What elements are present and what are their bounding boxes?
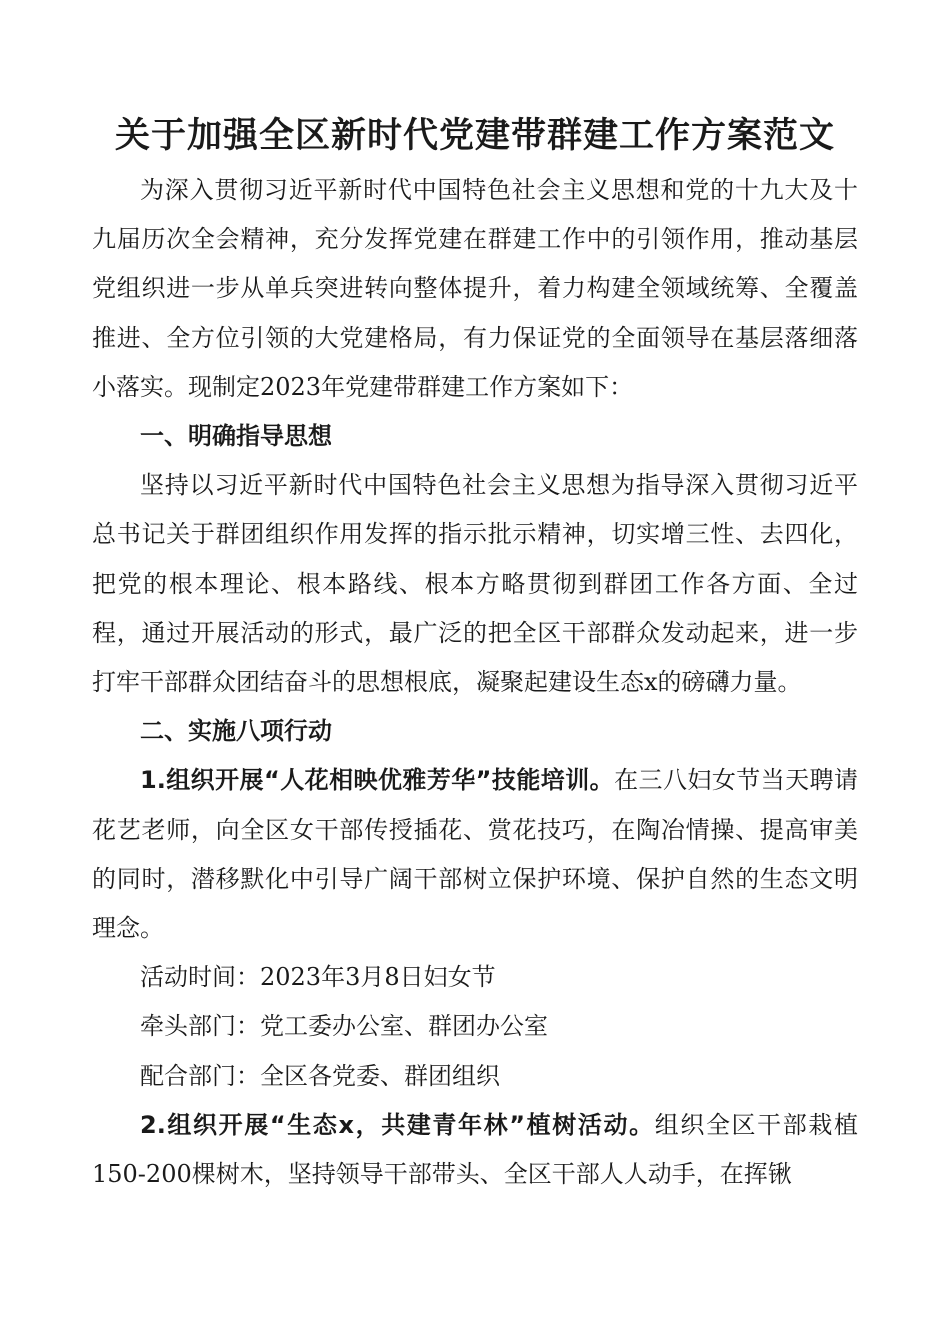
document-body	[92, 166, 858, 1199]
action-item-1-text: 在三八妇女节当天聘请花艺老师，向全区女干部传授插花、赏花技巧，在陶冶情操、提高审美的同时，潜移默化中引导广阔干部树立保护环境、保护自然的生态文明理念。	[92, 766, 858, 943]
action-item-2-title: 2.组织开展“生态x，共建青年林”植树活动。	[140, 1110, 655, 1139]
document-title: 关于加强全区新时代党建带群建工作方案范文	[114, 116, 835, 156]
guiding-thought-paragraph: 坚持以习近平新时代中国特色社会主义思想为指导深入贯彻习近平总书记关于群团组织作用发挥的指示批示精神，切实增三性、去四化，把党的根本理论、根本路线、根本方略贯彻到群团工作各方面、全过程，通过开展活动的形式，最广泛的把全区干部群众发动起来，进一步打牢干部群众团结奋斗的思想根底，凝聚起建设生态x的磅礴力量。	[92, 471, 858, 697]
action-item-1	[92, 756, 858, 953]
section-heading-eight-actions: 二、实施八项行动	[140, 717, 332, 746]
action-item-1-support-dept: 配合部门：全区各党委、群团组织	[140, 1061, 500, 1090]
action-item-2	[92, 1101, 858, 1199]
intro-paragraph: 为深入贯彻习近平新时代中国特色社会主义思想和党的十九大及十九届历次全会精神，充分发挥党建在群建工作中的引领作用，推动基层党组织进一步从单兵突进转向整体提升，着力构建全领域统筹、全覆盖推进、全方位引领的大党建格局，有力保证党的全面领导在基层落细落小落实。现制定2023年党建带群建工作方案如下：	[92, 176, 858, 401]
section-heading-guiding-thought: 一、明确指导思想	[140, 422, 332, 451]
action-item-1-lead-dept: 牵头部门：党工委办公室、群团办公室	[140, 1012, 548, 1041]
action-item-1-time: 活动时间：2023年3月8日妇女节	[140, 963, 496, 992]
action-item-1-title: 1.组织开展“人花相映优雅芳华”技能培训。	[140, 766, 615, 795]
action-item-2-text: 组织全区干部栽植150-200棵树木，坚持领导干部带头、全区干部人人动手，在挥锹	[92, 1110, 859, 1189]
